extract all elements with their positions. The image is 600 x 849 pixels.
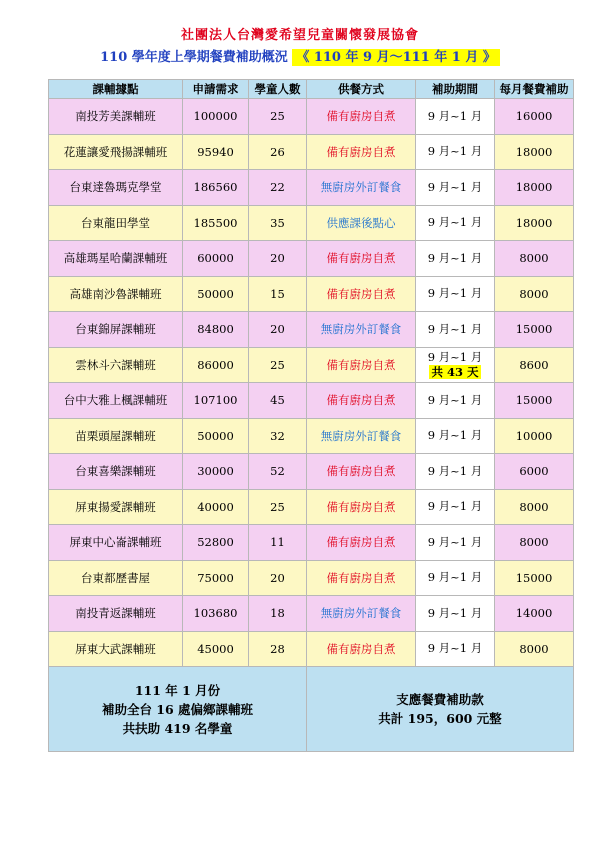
period-cell [416, 489, 495, 525]
period-text: 9 月~1 月 [427, 463, 483, 478]
monthly-subsidy-cell: 10000 [495, 418, 574, 454]
summary-right [307, 667, 574, 752]
meal-method-cell: 無廚房外訂餐食 [307, 418, 416, 454]
student-count-cell: 26 [249, 134, 307, 170]
monthly-subsidy-cell: 8000 [495, 525, 574, 561]
table-row [49, 347, 574, 383]
request-amount-cell: 186560 [183, 170, 249, 206]
student-count-cell: 25 [249, 489, 307, 525]
table-row [49, 525, 574, 561]
table-row [49, 560, 574, 596]
site-name-cell: 高雄南沙魯課輔班 [49, 276, 183, 312]
request-amount-cell: 95940 [183, 134, 249, 170]
period-cell [416, 312, 495, 348]
meal-method-cell: 無廚房外訂餐食 [307, 596, 416, 632]
column-header-meal-method: 供餐方式 [307, 80, 416, 99]
monthly-subsidy-cell: 16000 [495, 99, 574, 135]
summary-row [49, 667, 574, 752]
student-count-cell: 22 [249, 170, 307, 206]
request-amount-cell: 60000 [183, 241, 249, 277]
site-name-cell: 雲林斗六課輔班 [49, 347, 183, 383]
site-name-cell: 屏東中心崙課輔班 [49, 525, 183, 561]
summary-students: 共扶助 419 名學童 [122, 720, 233, 736]
period-text: 9 月~1 月 [427, 534, 483, 549]
period-cell [416, 631, 495, 667]
period-text: 9 月~1 月 [427, 641, 483, 656]
monthly-subsidy-cell: 8000 [495, 631, 574, 667]
meal-method-cell: 備有廚房自煮 [307, 383, 416, 419]
monthly-subsidy-cell: 14000 [495, 596, 574, 632]
period-text: 9 月~1 月 [427, 108, 483, 123]
site-name-cell: 台中大雅上楓課輔班 [49, 383, 183, 419]
request-amount-cell: 103680 [183, 596, 249, 632]
meal-method-cell: 備有廚房自煮 [307, 134, 416, 170]
request-amount-cell: 84800 [183, 312, 249, 348]
table-row [49, 99, 574, 135]
period-cell [416, 560, 495, 596]
student-count-cell: 52 [249, 454, 307, 490]
period-cell [416, 241, 495, 277]
period-days-note: 共 43 天 [431, 364, 479, 379]
summary-sites: 補助全台 16 處偏鄉課輔班 [101, 701, 254, 717]
site-name-cell: 台東喜樂課輔班 [49, 454, 183, 490]
site-name-cell: 台東錦屏課輔班 [49, 312, 183, 348]
request-amount-cell: 50000 [183, 276, 249, 312]
table-header-row [49, 80, 574, 99]
table-row [49, 134, 574, 170]
summary-left [49, 667, 307, 752]
meal-method-cell: 備有廚房自煮 [307, 241, 416, 277]
table-row [49, 170, 574, 206]
column-header-period: 補助期間 [416, 80, 495, 99]
monthly-subsidy-cell: 18000 [495, 170, 574, 206]
period-text: 9 月~1 月 [427, 349, 483, 364]
request-amount-cell: 30000 [183, 454, 249, 490]
meal-subsidy-table [48, 79, 574, 752]
meal-method-cell: 備有廚房自煮 [307, 560, 416, 596]
column-header-request: 申請需求 [183, 80, 249, 99]
monthly-subsidy-cell: 18000 [495, 134, 574, 170]
meal-method-cell: 備有廚房自煮 [307, 525, 416, 561]
table-row [49, 241, 574, 277]
request-amount-cell: 50000 [183, 418, 249, 454]
organization-title: 社團法人台灣愛希望兒童關懷發展協會 [180, 28, 419, 43]
period-text: 9 月~1 月 [427, 570, 483, 585]
meal-method-cell: 備有廚房自煮 [307, 489, 416, 525]
period-cell [416, 99, 495, 135]
period-cell [416, 418, 495, 454]
meal-method-cell: 備有廚房自煮 [307, 347, 416, 383]
period-cell [416, 383, 495, 419]
summary-month: 111 年 1 月份 [134, 682, 221, 698]
period-text: 9 月~1 月 [427, 428, 483, 443]
period-cell [416, 276, 495, 312]
request-amount-cell: 185500 [183, 205, 249, 241]
period-text: 9 月~1 月 [427, 392, 483, 407]
period-text: 9 月~1 月 [427, 499, 483, 514]
period-text: 9 月~1 月 [427, 144, 483, 159]
column-header-monthly: 每月餐費補助 [495, 80, 574, 99]
monthly-subsidy-cell: 15000 [495, 312, 574, 348]
student-count-cell: 20 [249, 560, 307, 596]
period-cell [416, 347, 495, 383]
student-count-cell: 28 [249, 631, 307, 667]
site-name-cell: 屏東大武課輔班 [49, 631, 183, 667]
request-amount-cell: 75000 [183, 560, 249, 596]
column-header-students: 學童人數 [249, 80, 307, 99]
meal-method-cell: 備有廚房自煮 [307, 631, 416, 667]
student-count-cell: 25 [249, 99, 307, 135]
request-amount-cell: 100000 [183, 99, 249, 135]
meal-method-cell: 備有廚房自煮 [307, 99, 416, 135]
table-row [49, 596, 574, 632]
monthly-subsidy-cell: 8000 [495, 489, 574, 525]
period-cell [416, 525, 495, 561]
request-amount-cell: 45000 [183, 631, 249, 667]
table-row [49, 454, 574, 490]
date-range-badge: 《 110 年 9 月～111 年 1 月 》 [292, 49, 500, 66]
table-row [49, 489, 574, 525]
period-text: 9 月~1 月 [427, 179, 483, 194]
request-amount-cell: 86000 [183, 347, 249, 383]
site-name-cell: 台東達魯瑪克學堂 [49, 170, 183, 206]
meal-method-cell: 無廚房外訂餐食 [307, 170, 416, 206]
period-text: 9 月~1 月 [427, 215, 483, 230]
monthly-subsidy-cell: 8000 [495, 276, 574, 312]
site-name-cell: 屏東揚愛課輔班 [49, 489, 183, 525]
report-subtitle [0, 46, 600, 65]
period-cell [416, 205, 495, 241]
meal-method-cell: 無廚房外訂餐食 [307, 312, 416, 348]
student-count-cell: 35 [249, 205, 307, 241]
period-cell [416, 596, 495, 632]
request-amount-cell: 107100 [183, 383, 249, 419]
table-row [49, 383, 574, 419]
period-text: 9 月~1 月 [427, 321, 483, 336]
meal-method-cell: 備有廚房自煮 [307, 454, 416, 490]
site-name-cell: 南投芳美課輔班 [49, 99, 183, 135]
student-count-cell: 11 [249, 525, 307, 561]
student-count-cell: 45 [249, 383, 307, 419]
meal-method-cell: 備有廚房自煮 [307, 276, 416, 312]
monthly-subsidy-cell: 15000 [495, 560, 574, 596]
site-name-cell: 南投青返課輔班 [49, 596, 183, 632]
student-count-cell: 15 [249, 276, 307, 312]
table-row [49, 418, 574, 454]
subtitle-text: 110 學年度上學期餐費補助概況 [100, 50, 288, 65]
table-row [49, 205, 574, 241]
student-count-cell: 25 [249, 347, 307, 383]
table-row [49, 312, 574, 348]
summary-payment-label: 支應餐費補助款 [396, 692, 484, 707]
site-name-cell: 花蓮讓愛飛揚課輔班 [49, 134, 183, 170]
monthly-subsidy-cell: 6000 [495, 454, 574, 490]
period-cell [416, 134, 495, 170]
period-text: 9 月~1 月 [427, 605, 483, 620]
period-text: 9 月~1 月 [427, 286, 483, 301]
monthly-subsidy-cell: 8000 [495, 241, 574, 277]
monthly-subsidy-cell: 18000 [495, 205, 574, 241]
period-cell [416, 454, 495, 490]
student-count-cell: 18 [249, 596, 307, 632]
site-name-cell: 台東都歷書屋 [49, 560, 183, 596]
column-header-site: 課輔據點 [49, 80, 183, 99]
table-row [49, 276, 574, 312]
request-amount-cell: 40000 [183, 489, 249, 525]
student-count-cell: 20 [249, 241, 307, 277]
meal-method-cell: 供應課後點心 [307, 205, 416, 241]
student-count-cell: 20 [249, 312, 307, 348]
monthly-subsidy-cell: 15000 [495, 383, 574, 419]
monthly-subsidy-cell: 8600 [495, 347, 574, 383]
site-name-cell: 苗栗頭屋課輔班 [49, 418, 183, 454]
site-name-cell: 高雄瑪星哈蘭課輔班 [49, 241, 183, 277]
site-name-cell: 台東龍田學堂 [49, 205, 183, 241]
summary-total: 共計 195，600 元整 [378, 711, 502, 726]
table-row [49, 631, 574, 667]
student-count-cell: 32 [249, 418, 307, 454]
period-cell [416, 170, 495, 206]
request-amount-cell: 52800 [183, 525, 249, 561]
period-text: 9 月~1 月 [427, 250, 483, 265]
